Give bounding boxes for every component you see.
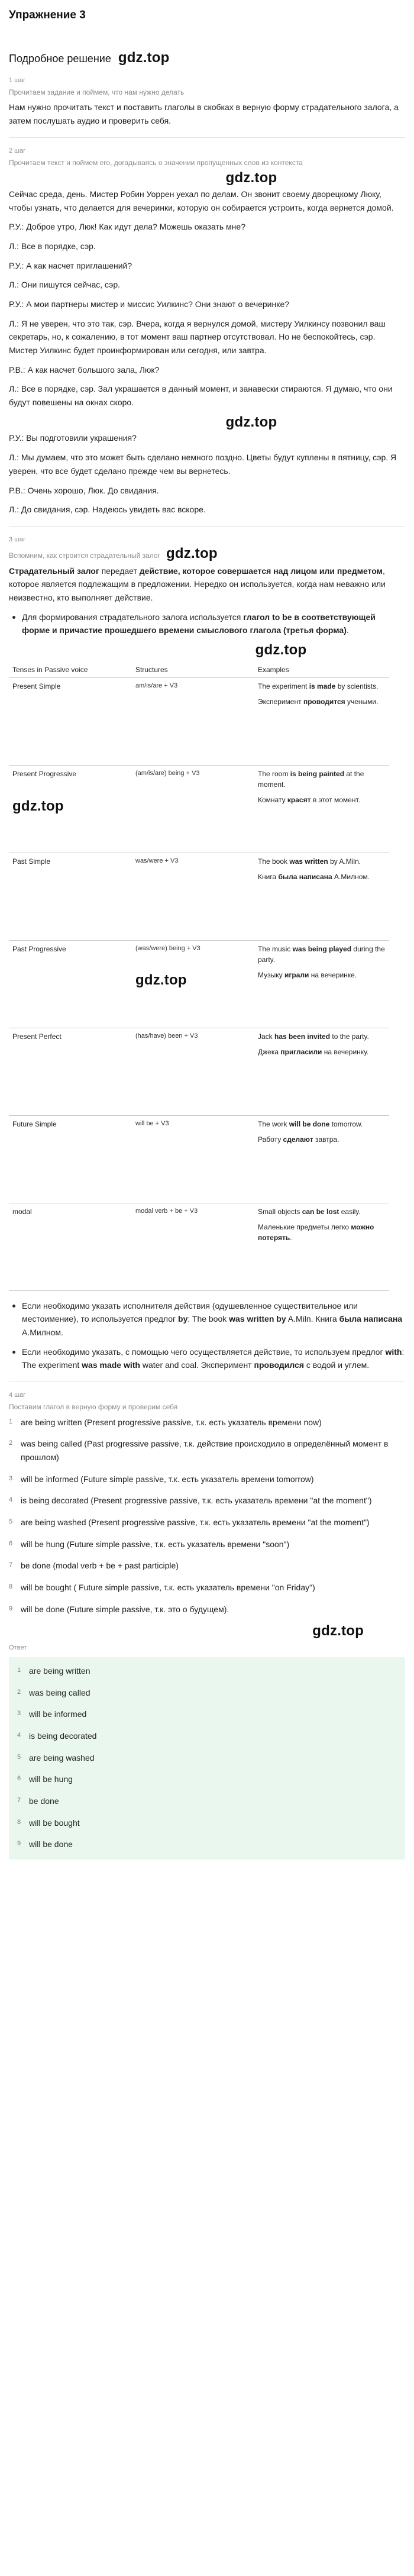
watermark-logo: gdz.top [312, 1623, 364, 1639]
passive-definition [9, 564, 405, 605]
watermark-logo: gdz.top [135, 972, 187, 989]
note-bold: была написана [339, 1314, 403, 1324]
example-text: Маленькие предметы легко [258, 1222, 351, 1231]
example-verb: пригласили [280, 1047, 322, 1056]
example-text: The experiment [258, 682, 309, 690]
example-text: на вечеринке. [309, 970, 357, 979]
example-verb: is being painted [290, 769, 345, 778]
list-item [9, 1437, 405, 1464]
table-row [9, 853, 389, 940]
answer-text: is being decorated [29, 1731, 97, 1741]
structure-formula: modal verb + be + V3 [135, 1207, 198, 1215]
tense-name: modal [12, 1207, 32, 1216]
item-number: 5 [17, 1753, 21, 1761]
example-text: Музыку [258, 970, 284, 979]
example-verb: сделают [283, 1135, 313, 1144]
note-text: Если необходимо указать исполнителя действия (одушевленное существительное или местоимение), то используется предлог [22, 1300, 358, 1324]
item-text: will be informed (Future simple passive, т.к. есть указатель времени tomorrow) [21, 1474, 314, 1484]
list-item [9, 1603, 405, 1616]
answer-section [9, 1643, 405, 1860]
example-en [258, 1119, 386, 1129]
structure-cell [132, 677, 254, 765]
table-row [9, 677, 389, 765]
column-header: Examples [254, 662, 389, 678]
example-verb: was written [289, 857, 328, 866]
dialog-line: Р.У.: Доброе утро, Люк! Как идут дела? Можешь оказать мне? [9, 222, 245, 232]
def-bold: действие, которое совершается над лицом или предметом [139, 566, 383, 576]
answer-item [17, 1816, 397, 1830]
example-en [258, 769, 386, 790]
rule-text: Для формирования страдательного залога используется [22, 612, 244, 622]
item-number: 3 [17, 1710, 21, 1718]
item-number: 9 [17, 1840, 21, 1848]
example-ru [258, 871, 386, 882]
note-text: A.Miln. Книга [286, 1314, 339, 1324]
note-text: : The book [187, 1314, 229, 1324]
tense-cell [9, 1115, 132, 1203]
answer-text: are being washed [29, 1752, 95, 1762]
item-number: 2 [9, 1439, 13, 1447]
step-3-hint-text: Вспомним, как строится страдательный залог [9, 551, 160, 560]
page-title: Упражнение 3 [9, 9, 86, 21]
structure-formula: (was/were) being + V3 [135, 944, 200, 952]
table-row [9, 1115, 389, 1203]
answer-item [17, 1686, 397, 1700]
table-header-row [9, 662, 389, 678]
item-text: will be done (Future simple passive, т.к. это о будущем). [21, 1604, 229, 1614]
item-text: are being written (Present progressive passive, т.к. есть указатель времени now) [21, 1417, 322, 1427]
dialog-line: Л.: Все в порядке, сэр. [9, 241, 96, 251]
structure-cell [132, 1203, 254, 1290]
term-passive: Страдательный залог [9, 566, 99, 576]
solution-header [9, 50, 405, 67]
example-text: на вечеринку. [322, 1047, 369, 1056]
list-item [9, 1494, 405, 1507]
def-text: передает [99, 566, 140, 576]
table-row [9, 765, 389, 853]
step-1 [9, 76, 405, 128]
dialog-line: Р.У.: А мои партнеры мистер и миссис Уилкинс? Они знают о вечеринке? [9, 299, 290, 309]
answer-text: will be hung [29, 1774, 73, 1784]
note-text: А.Милном. [22, 1328, 63, 1338]
example-text: в этот момент. [310, 795, 360, 804]
tense-cell [9, 940, 132, 1028]
example-cell [254, 940, 389, 1028]
item-number: 8 [9, 1583, 13, 1591]
item-number: 1 [9, 1418, 13, 1425]
example-text: Комнату [258, 795, 287, 804]
formation-rule-list [9, 611, 405, 637]
example-text: завтра. [313, 1135, 339, 1144]
watermark-logo: gdz.top [225, 414, 277, 430]
note-bold: was written by [229, 1314, 286, 1324]
note-bold: was made with [82, 1360, 140, 1370]
dialog-line: Л.: Мы думаем, что это может быть сделано немного поздно. Цветы будут куплены в пятницу, сэр. Я уверен, что все будет сделано прежде чем вы вернетесь. [9, 453, 397, 476]
item-number: 1 [17, 1666, 21, 1674]
example-en [258, 681, 386, 692]
tense-cell [9, 1028, 132, 1115]
dialog-line: Р.У.: А как насчет приглашений? [9, 260, 132, 270]
item-text: are being washed (Present progressive passive, т.к. есть указатель времени "at the moment") [21, 1518, 370, 1528]
example-verb: can be lost [302, 1207, 339, 1216]
example-text: Jack [258, 1032, 275, 1041]
dialog [9, 220, 405, 516]
example-ru [258, 1222, 386, 1243]
step-3-hint [9, 547, 405, 561]
answer-item [17, 1751, 397, 1765]
dialog-line: Л.: Я не уверен, что это так, сэр. Вчера, когда я вернулся домой, мистеру Уилкинсу позвонил ваш секретарь, но, к сожалению, в тот момент ваш партнер отсутствовал. Но не беспокойтесь, сэр. Мистер Уилкинс будет проинформирован или сегодня, или завтра. [9, 318, 386, 356]
dialog-line: Л.: Они пишутся сейчас, сэр. [9, 280, 120, 290]
tense-name: Present Simple [12, 682, 61, 690]
structure-formula: will be + V3 [135, 1119, 169, 1127]
tense-name: Present Perfect [12, 1032, 62, 1041]
example-cell [254, 1028, 389, 1115]
structure-formula: was/were + V3 [135, 857, 179, 864]
example-cell [254, 1115, 389, 1203]
answer-text: will be done [29, 1839, 73, 1849]
example-cell [254, 1203, 389, 1290]
structure-formula: (has/have) been + V3 [135, 1032, 198, 1040]
solution-title: Подробное решение [9, 52, 111, 64]
tense-cell [9, 677, 132, 765]
item-number: 6 [9, 1539, 13, 1547]
step-1-hint: Прочитаем задание и поймем, что нам нужно делать [9, 88, 185, 96]
example-verb: will be done [289, 1119, 330, 1128]
answer-item [17, 1664, 397, 1678]
example-text: . [290, 1233, 292, 1242]
item-text: be done (modal verb + be + past participle) [21, 1561, 179, 1571]
step-3-label: 3 шаг [9, 535, 26, 543]
rule-bold: глагол to be в соответствующей форме и причастие прошедшего времени смыслового глагола (третья форма) [22, 612, 376, 635]
example-ru [258, 1134, 386, 1145]
example-verb: можно потерять [258, 1222, 374, 1242]
item-number: 2 [17, 1688, 21, 1696]
example-text: easily. [339, 1207, 361, 1216]
answer-text: was being called [29, 1687, 90, 1697]
item-number: 7 [17, 1796, 21, 1804]
column-header: Tenses in Passive voice [9, 662, 132, 678]
tense-cell [9, 853, 132, 940]
watermark-logo: gdz.top [118, 49, 170, 66]
item-text: will be hung (Future simple passive, т.к. есть указатель времени "soon") [21, 1539, 290, 1549]
step-3 [9, 535, 405, 1372]
step-2-intro: Сейчас среда, день. Мистер Робин Уоррен уехал по делам. Он звонит своему дворецкому Люку, чтобы узнать, что делается для вечеринки, которую он собирается устроить, когда вернется домой. [9, 189, 394, 212]
dialog-line: Р.У.: Вы подготовили украшения? [9, 433, 137, 443]
column-header: Structures [132, 662, 254, 678]
example-text: Книга [258, 872, 279, 881]
item-number: 6 [17, 1775, 21, 1783]
example-verb: проводится [303, 697, 345, 706]
list-item [9, 1516, 405, 1529]
def-rest: , которое является подлежащим в предложении. Нередко он используется, когда нам неважно или неизвестно, кто выполняет действие. [9, 566, 386, 602]
structure-cell [132, 1115, 254, 1203]
example-ru [258, 970, 386, 980]
note-bold: with [385, 1347, 402, 1357]
example-ru [258, 1047, 386, 1057]
answer-text: will be bought [29, 1818, 80, 1828]
item-number: 7 [9, 1561, 13, 1569]
watermark-logo: gdz.top [166, 545, 218, 561]
dialog-line: Л.: До свидания, сэр. Надеюсь увидеть вас вскоре. [9, 505, 206, 515]
answer-item [17, 1707, 397, 1721]
note-text: с водой и углем. [304, 1360, 370, 1370]
item-number: 3 [9, 1474, 13, 1482]
example-en [258, 944, 386, 965]
list-item [9, 1473, 405, 1486]
rule-end: . [346, 625, 349, 635]
answer-text: will be informed [29, 1709, 87, 1719]
example-cell [254, 765, 389, 853]
note-bold: by [178, 1314, 188, 1324]
example-ru [258, 696, 386, 707]
dialog-line: Р.В.: Очень хорошо, Люк. До свидания. [9, 485, 159, 495]
note-bold: проводился [254, 1360, 304, 1370]
example-text: Джека [258, 1047, 281, 1056]
structure-cell [132, 853, 254, 940]
divider [9, 137, 405, 138]
item-text: is being decorated (Present progressive passive, т.к. есть указатель времени "at the moment") [21, 1496, 372, 1506]
example-text: учеными. [345, 697, 379, 706]
structure-cell [132, 1028, 254, 1115]
watermark-logo: gdz.top [255, 642, 307, 658]
item-number: 9 [9, 1605, 13, 1612]
answer-label: Ответ [9, 1644, 27, 1652]
example-text: at the moment. [258, 769, 364, 789]
step-2-label: 2 шаг [9, 147, 26, 154]
structure-cell [132, 765, 254, 853]
tense-name: Future Simple [12, 1119, 57, 1128]
list-item [9, 1416, 405, 1429]
example-text: The room [258, 769, 290, 778]
structure-formula: am/is/are + V3 [135, 682, 178, 689]
step-4-hint: Поставим глагол в верную форму и проверим себя [9, 1402, 178, 1411]
divider [9, 1381, 405, 1382]
example-text: by A.Miln. [328, 857, 361, 866]
note-with [9, 1345, 405, 1372]
structure-cell [132, 940, 254, 1028]
example-ru [258, 795, 386, 805]
example-verb: is made [309, 682, 336, 690]
tense-cell [9, 1203, 132, 1290]
item-text: will be bought ( Future simple passive, т.к. есть указатель времени "on Friday") [21, 1583, 315, 1593]
example-cell [254, 853, 389, 940]
example-verb: красят [287, 795, 311, 804]
item-text: was being called (Past progressive passive, т.к. действие происходило в определённый момент в прошлом) [21, 1439, 389, 1462]
example-text: by scientists. [335, 682, 379, 690]
divider [9, 526, 405, 527]
table-row [9, 940, 389, 1028]
item-number: 4 [9, 1496, 13, 1504]
example-text: А.Милном. [332, 872, 370, 881]
dialog-line: Р.В.: А как насчет большого зала, Люк? [9, 364, 160, 375]
example-verb: has been invited [274, 1032, 331, 1041]
step-2 [9, 146, 405, 517]
note-text: : The experiment [22, 1347, 405, 1370]
list-item [9, 1581, 405, 1594]
example-text: during the party. [258, 944, 385, 964]
tense-name: Past Simple [12, 857, 51, 866]
answer-box [9, 1657, 405, 1860]
example-en [258, 856, 386, 867]
list-item [9, 1538, 405, 1551]
tense-cell [9, 765, 132, 853]
example-verb: играли [284, 970, 309, 979]
item-number: 8 [17, 1818, 21, 1826]
step-2-hint: Прочитаем текст и поймем его, догадываясь о значении пропущенных слов из контекста [9, 158, 303, 167]
answer-item [17, 1794, 397, 1808]
tense-name: Present Progressive [12, 769, 77, 778]
example-text: The music [258, 944, 293, 953]
example-en [258, 1031, 386, 1042]
example-text: Работу [258, 1135, 283, 1144]
step-4-label: 4 шаг [9, 1392, 26, 1399]
note-by [9, 1299, 405, 1339]
step-4 [9, 1390, 405, 1616]
example-text: Small objects [258, 1207, 302, 1216]
answer-text: be done [29, 1796, 59, 1806]
example-text: Эксперимент [258, 697, 303, 706]
list-item [9, 1559, 405, 1573]
example-cell [254, 677, 389, 765]
table-row [9, 1028, 389, 1115]
answer-item [17, 1773, 397, 1786]
passive-tenses-table [9, 662, 389, 1291]
watermark-logo: gdz.top [12, 798, 64, 814]
note-text: Если необходимо указать, с помощью чего осуществляется действие, то используем предлог [22, 1347, 386, 1357]
item-number: 4 [17, 1731, 21, 1739]
table-row [9, 1203, 389, 1290]
note-text: water and coal. Эксперимент [140, 1360, 254, 1370]
tense-name: Past Progressive [12, 944, 66, 953]
watermark-logo: gdz.top [225, 170, 277, 186]
answer-list [17, 1664, 397, 1851]
structure-formula: (am/is/are) being + V3 [135, 769, 200, 777]
example-verb: была написана [278, 872, 332, 881]
example-verb: was being played [292, 944, 352, 953]
example-en [258, 1206, 386, 1217]
notes-list [9, 1299, 405, 1372]
example-text: The book [258, 857, 290, 866]
step-1-text: Нам нужно прочитать текст и поставить глаголы в скобках в верную форму страдательного залога, а затем послушать аудио и проверить себя. [9, 102, 399, 126]
answer-text: are being written [29, 1665, 90, 1676]
example-text: tomorrow. [329, 1119, 363, 1128]
step-1-label: 1 шаг [9, 76, 26, 84]
example-text: The work [258, 1119, 289, 1128]
dialog-line: Л.: Все в порядке, сэр. Зал украшается в данный момент, и занавески стираются. Я думаю, что они будут повешены на окнах скоро. [9, 384, 393, 408]
task-list [9, 1416, 405, 1616]
answer-item [17, 1729, 397, 1743]
formation-rule [9, 611, 405, 637]
item-number: 5 [9, 1518, 13, 1526]
example-text: to the party. [330, 1032, 369, 1041]
answer-item [17, 1838, 397, 1851]
